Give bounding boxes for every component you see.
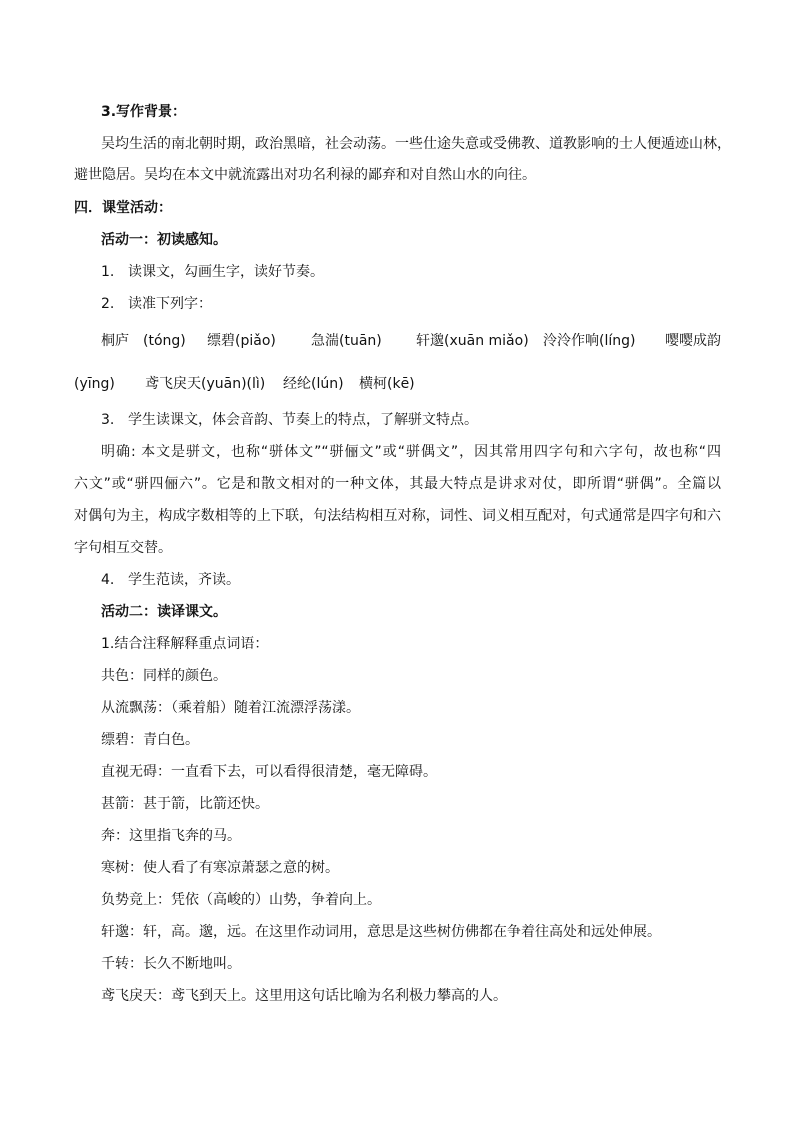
a1-item2-number: 2. [101,296,115,312]
char-item: 轩邈(xuān miǎo) [416,333,529,349]
activity1-title: 活动一：初读感知。 [101,232,227,248]
a1-item4-number: 4. [101,572,115,588]
a1-item1-number: 1. [101,264,115,280]
char-item: 鸢飞戾天(yuān)(lì) [145,376,266,392]
glossary-item: 奔：这里指飞奔的马。 [101,828,241,844]
char-item: 泠泠作响(líng) [543,333,636,349]
mingque-line4: 字句相互交替。 [74,540,172,556]
char-item: 急湍(tuān) [311,333,382,349]
a1-item4-text: 学生范读，齐读。 [128,572,240,588]
a2-subtitle: 1.结合注释解释重点词语： [101,636,269,652]
a1-item2-text: 读准下列字： [128,296,212,312]
a1-item3-number: 3. [101,412,115,428]
char-item: 缥碧(piǎo) [207,333,276,349]
section3-paragraph-line1: 吴均生活的南北朝时期，政治黑暗，社会动荡。一些仕途失意或受佛教、道教影响的士人便遁迹山林， [101,136,731,152]
glossary-item: 甚箭：甚于箭，比箭还快。 [101,796,269,812]
glossary-item: 共色：同样的颜色。 [101,668,227,684]
mingque-line2: 六文”或“骈四俪六”。它是和散文相对的一种文体，其最大特点是讲求对仗，即所谓“骈偶”。全篇以 [74,476,721,492]
activity2-title: 活动二：读译课文。 [101,604,227,620]
section4-title: 四．课堂活动： [74,200,172,216]
section3-title: 3.写作背景： [101,104,187,120]
char-item: 嘤嘤成韵 [665,333,721,349]
mingque-line1: 明确: 本文是骈文，也称“骈体文”“骈俪文”或“骈偶文”，因其常用四字句和六字句，故也称“四 [101,444,721,460]
glossary-item: 千转：长久不断地叫。 [101,956,241,972]
char-item: (yīng) [74,376,115,392]
glossary-item: 从流飘荡：（乘着船）随着江流漂浮荡漾。 [101,700,360,716]
char-item: 桐庐 (tóng) [101,333,186,349]
glossary-item: 寒树：使人看了有寒凉萧瑟之意的树。 [101,860,339,876]
char-item: 横柯(kē) [359,376,415,392]
mingque-line3: 对偶句为主，构成字数相等的上下联，句法结构相互对称，词性、词义相互配对，句式通常是四字句和六 [74,508,721,524]
glossary-item: 直视无碍：一直看下去，可以看得很清楚，毫无障碍。 [101,764,437,780]
glossary-item: 负势竞上：凭依（高峻的）山势，争着向上。 [101,892,381,908]
a1-item1-text: 读课文，勾画生字，读好节奏。 [128,264,324,280]
glossary-item: 鸢飞戾天：鸢飞到天上。这里用这句话比喻为名利极力攀高的人。 [101,988,507,1004]
glossary-item: 缥碧：青白色。 [101,732,199,748]
glossary-item: 轩邈：轩，高。邈，远。在这里作动词用，意思是这些树仿佛都在争着往高处和远处伸展。 [101,924,661,940]
a1-item3-text: 学生读课文，体会音韵、节奏上的特点，了解骈文特点。 [128,412,478,428]
section3-paragraph-line2: 避世隐居。吴均在本文中就流露出对功名利禄的鄙弃和对自然山水的向往。 [74,167,536,183]
char-item: 经纶(lún) [283,376,344,392]
